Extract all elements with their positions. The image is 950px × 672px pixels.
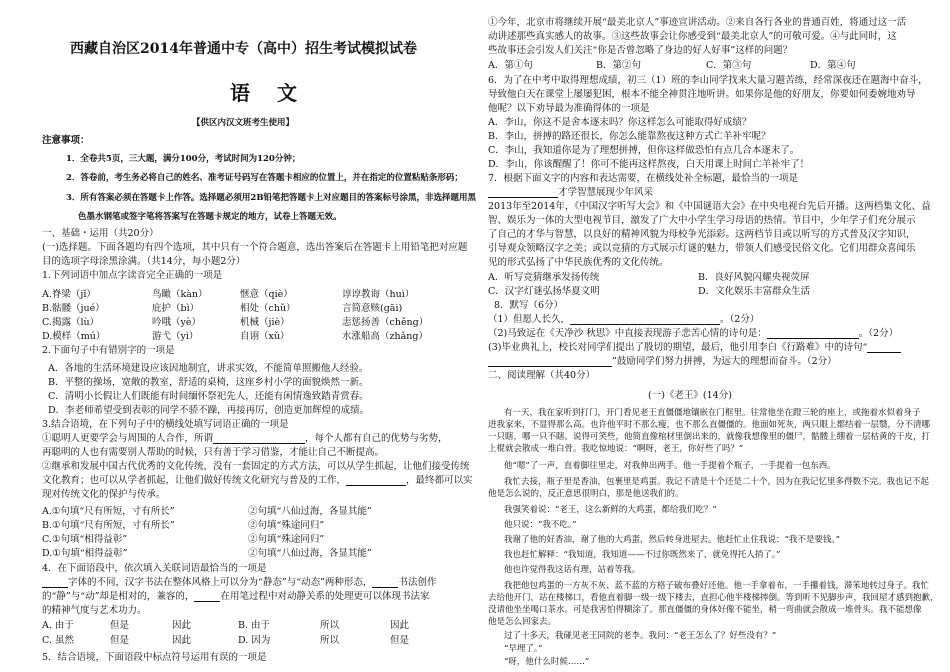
text-segment: 的“静”与“动”却是相对的，兼容的， [42,591,195,602]
option: 自诩（xǔ） [240,331,290,342]
option: A. 由于 [42,620,74,631]
q4-passage-line [42,577,436,588]
article-line: 他是怎么说的，反正意思很明白，那是他送我们的。 [488,489,684,499]
article-line: 我把他包鸡蛋的一方灰不灰、蓝不蓝的方格子破布叠好还他。他一手拿着布，一手攥着钱，滞笨地转过身子。我忙 [504,581,930,591]
q7-passage-line: 2013年至2014年，《中国汉字听写大会》和《中国谜语大会》在中央电视台先后开播。这两档集文化、益 [488,201,931,212]
option: D. 因为 [238,635,271,646]
option: B．平整的操场，宽敞的教室，舒适的桌椅，这座乡村小学的面貌焕然一新。 [48,377,369,388]
q3-sentence-1-cont: 再聪明的人也有需要别人帮助的时候，只有善于学习借鉴，才能让自己不断提高。 [42,447,385,458]
text-segment: 在用笔过程中对动静关系的处理更可以体现书法家 [220,591,430,602]
text-segment: （2)马致远在《天净沙 秋思》中直接表现游子悲苦心情的诗句是： [488,328,767,339]
option: 但是 [390,635,410,646]
exam-title: 西藏自治区2014年普通中专（高中）招生考试模拟试卷 [70,41,417,57]
article-line: 一只瞎，哪一只不瞎。说得可笑些，他简直像棺材里倒出来的，就像我想像里的僵尸，骷髅上绷着一层枯黄的干皮，打 [488,432,931,442]
section-heading: 二、阅读理解（共40分） [488,370,596,381]
article-line: 他也许觉得我这话有理，站着等我。 [504,565,641,575]
option: C．李山，我知道你是为了理想拼搏，但你这样做恐怕有点几合本逐末了。 [488,145,800,156]
q8-item-3-cont [488,356,837,367]
option: B.骷髅（jué） [42,303,105,314]
article-line: “呀，他什么时候……” [504,657,590,667]
option: D.①句填“相得益彰” [42,548,128,559]
q8-item-1 [488,314,759,325]
text-segment: 。（2分） [858,328,899,339]
q5-passage-line: 动讲述那些真实感人的故事。③这些故事会让你感受到“最美北京人”的可敬可爱。④与此同时，这 [488,31,897,42]
option: 但是 [110,635,130,646]
option: D．李山，你该醒醒了！你可不能再这样熬夜，白天用课上时间亡羊补牢了！ [488,159,810,170]
text-segment: ，每个人都有自己的优势与劣势， [305,433,448,444]
q8-item-2 [488,328,898,339]
article-line: 没请他坐坐喝口茶水。可是我害怕得糊涂了。那直僵僵的身体好像不能坐，稍一弯曲就会散成一堆骨头。我不能想像 [488,605,922,615]
text-segment: ”鼓励同学们努力拼搏，为远大的理想而奋斗。（2分） [612,356,837,367]
option: ②句填“八仙过海，各显其能” [248,506,372,517]
option: B．良好风貌闪耀央视荧屏 [698,272,810,283]
article-line: 我谢了他的好香油，谢了他的大鸡蛋，然后转身进屋去。他赶忙止住我说：“我不是要钱。” [504,535,840,545]
q7-passage-line: 见的形式弘扬了中华民族优秀的文化传统。 [488,257,669,268]
option: B．李山，拼搏的路还很长，你怎么能靠熬夜这种方式亡羊补牢呢？ [488,131,771,142]
text-segment: (3)毕业典礼上，校长对同学们提出了殷切的期望，最后，他引用李白《行路难》中的诗句“ [488,342,868,353]
option: B．第②句 [596,60,641,71]
q7-passage-line: 了自己的才华与智慧，以良好的精神风貌为母校争光添彩。这两档节目或以听写的方式普及汉字知识， [488,229,916,240]
article-line: “早埋了。” [504,644,543,654]
article-line: 有一天，我在家听到打门，开门看见老王直僵僵地镶嵌在门框里。往常他坐在蹬三轮的座上，或拖着水似着身子 [504,408,921,418]
article-title: (一)《老王》(14分) [648,390,732,401]
question-6-cont: 他呢？以下劝导最为准确得体的一项是 [488,103,650,114]
option: 因此 [172,620,192,631]
blank-line [488,188,558,198]
question-7: 7．根据下面文字的内容和表达需要，在横线处补全标题，最恰当的一项是 [488,173,799,184]
q3-sentence-1 [42,433,448,444]
question-8: 8．默写（6分） [494,300,564,311]
notice-item: 1．全卷共5页，三大题，满分100分，考试时间为120分钟； [66,154,301,164]
text-segment: ①聪明人更要学会与周围的人合作，所谓 [42,433,214,444]
blank-line [867,343,901,353]
text-segment: ，最终都可以实 [406,475,473,486]
option: 相处（chǔ） [240,303,296,314]
text-segment: 书法创作 [398,577,437,588]
article-line: 我强笑着说：“老王，这么新鲜的大鸡蛋，都给我们吃？” [504,505,717,515]
question-3: 3.结合语境，在下列句子中的横线处填写词语正确的一项是 [42,419,289,430]
option: D．李老师希望受到表彰的同学不骄不躁，再接再厉，创造更加辉煌的成绩。 [48,405,370,416]
option: 恚惩扬善（chěng） [342,317,429,328]
q3-sentence-2: ②继承和发展中国古代优秀的文化传统，没有一套固定的方式方法，可以从学生抓起，让他们接受传统 [42,461,470,472]
option: C.①句填“相得益彰” [42,534,128,545]
notice-heading: 注意事项： [42,135,90,146]
q3-sentence-2-cont [42,475,473,486]
article-line: 进我家来，不显得那么高。也许他平时不那么瘦，也不那么直僵僵的。他面如死灰，两只眼上都结着一层翳，分不清哪 [488,420,931,430]
option: A．第①句 [488,60,533,71]
article-line: 他“嗯”了一声，直着脚往里走，对我伸出两手。他一手提着个瓶子，一手提着一包东西。 [504,461,836,471]
option: 庇护（bì） [152,303,200,314]
article-line: 我忙去接，瓶子里是香油，包裹里是鸡蛋。我记不清是十个还是二十个，因为在我记忆里多得数不完。我也记不起 [504,477,930,487]
option: ②句填“殊途同归” [248,520,325,531]
option: B.①句填“尺有所短，寸有所长” [42,520,175,531]
option: 游弋（yì） [152,331,199,342]
q7-passage-line: 智、娱乐为一体的大型电视节目，激发了广大中小学生学习母语的热情。节目中，少年学子们充分展示 [488,215,916,226]
notice-item: 2．答卷前，考生务必将自己的姓名、准考证号码写在答题卡相应的位置上，并在指定的位置粘贴条形码； [66,173,463,183]
text-segment: 。（2分） [720,314,760,325]
subject-heading: 语 文 [230,81,307,105]
option: 水涨船高（zhǎng） [342,331,428,342]
option: C．第③句 [706,60,752,71]
blank-line [570,315,720,325]
question-2: 2.下面句子中有错别字的一项是 [42,345,175,356]
option: D.模样（mú） [42,331,106,342]
option: C.揭露（lù） [42,317,100,328]
notice-item: 色墨水钢笔或签字笔将答案写在答题卡规定的地方，试卷上答题无效。 [78,212,342,222]
article-line: 他是怎么回家去。 [488,617,557,627]
option: C. 虽然 [42,635,74,646]
option: 机械（jiè） [240,317,290,328]
question-5: 5．结合语境，下面语段中标点符号运用有误的一项是 [42,652,267,663]
q8-item-3 [488,342,901,353]
blank-line [42,578,68,588]
instruction-text: 目的选项字母涂黑涂满。（共14分，每小题2分） [42,256,246,267]
option: A.脊梁（jǐ） [42,289,96,300]
option: 所以 [320,620,340,631]
option: A．李山，你这不是舍本逐末吗？你这样怎么可能取得好成绩？ [488,117,752,128]
text-segment: 字体的不同，汉字书法在整体风格上可以分为“静态”与“动态”两种形态， [68,577,373,588]
blank-line [194,592,220,602]
blank-line [213,434,305,444]
option: 言简意赅(gāi) [342,303,403,314]
option: D．文化娱乐丰富群众生活 [698,286,811,297]
blank-line [346,476,406,486]
option: 所以 [320,635,340,646]
option: 鸟瞰（kàn） [152,289,208,300]
blank-line [372,578,398,588]
option: 惬意（qiè） [240,289,293,300]
text-segment: 才学智慧展现少年风采 [558,187,654,198]
q5-passage-line: 些故事还会引发人们关注“你是否曾忽略了身边的好人好事”这样的问题？ [488,45,793,56]
option: C．清明小长假让人们既能有时间缅怀祭祀先人，还能有闲情逸致踏青赏春。 [48,391,369,402]
option: A．各地的生活环境建设应该因地制宜，讲求实效，不能简单照搬他人经验。 [48,363,369,374]
blank-line [488,357,612,367]
option: 因此 [172,635,192,646]
text-segment: 文化教育；也可以从学者抓起，让他们做好传统文化研究与普及的工作， [42,475,347,486]
option: A．听写竞猜继承发扬传统 [488,272,600,283]
option: A.①句填“尺有所短，寸有所长” [42,506,175,517]
question-6-cont: 导致他白天在课堂上屡屡犯困，根本不能全神贯注地听讲。如果你是他的好朋友，你要如何委婉地劝导 [488,89,916,100]
option: 吟哦（yè） [152,317,201,328]
article-line: 他只说：“我不吃。” [504,520,577,530]
article-line: 上棍就会散成一堆白骨。我吃惊地说：“啊呀，老王，你好些了吗？” [488,444,744,454]
q4-passage-line [42,591,429,602]
q7-title-blank [488,187,653,198]
exam-subtitle: 【供区内汉文班考生使用】 [192,118,295,128]
article-line: 去给他开门，站在楼梯口，看他直着脚一级一级下楼去，直担心他半楼梯摔倒。等到听不见脚步声，我回屋才感到抱歉， [488,593,939,603]
article-line: 我也赶忙解释：“我知道，我知道——不过你既然来了，就免得托人捎了。” [504,550,781,560]
option: 谆谆教诲（huì） [342,289,415,300]
instruction-text: (一)选择题。下面各题均有四个选项，其中只有一个符合题意，选出答案后在答题卡上用铅笔把对应题 [42,242,468,253]
q4-passage-line: 的精神气度与艺术功力。 [42,605,147,616]
option: ②句填“殊途同归” [248,534,325,545]
article-line: 过了十多天，我碰见老王同院的老李。我问：“老王怎么了？好些没有？” [504,631,777,641]
q5-passage-line: ①今年，北京市将继续开展“最美北京人”事迹宣讲活动。②来自各行各业的普通百姓，将通过这一活 [488,17,907,28]
q7-passage-line: 引导观众领略汉字之美；或以竞猜的方式展示灯谜的魅力，带领人们感受民俗文化。它们用群众喜闻乐 [488,243,916,254]
option: 但是 [110,620,130,631]
q3-sentence-2-end: 现对传统文化的保护与传承。 [42,489,166,500]
question-4: 4．在下面语段中，依次填入关联词语最恰当的一项是 [42,563,267,574]
section-heading: 一、基础・运用（共20分） [42,228,159,239]
notice-item: 3．所有答案必须在答题卡上作答。选择题必须用2B铅笔把答题卡上对应题目的答案标号涂黑，非选择题用黑 [66,193,477,203]
question-6: 6．为了在中考中取得理想成绩，初三（1）班的李山同学找来大量习题苦练，经常深夜还在题海中奋斗， [488,75,928,86]
option: C．汉字灯谜弘扬华夏文明 [488,286,600,297]
option: B. 由于 [238,620,271,631]
text-segment: （1）但愿人长久， [488,314,571,325]
option: 因此 [390,620,410,631]
option: ②句填“八仙过海，各显其能” [248,548,372,559]
option: D．第④句 [810,60,856,71]
blank-line [767,329,859,339]
question-1: 1.下列词语中加点字读音完全正确的一项是 [42,270,223,281]
